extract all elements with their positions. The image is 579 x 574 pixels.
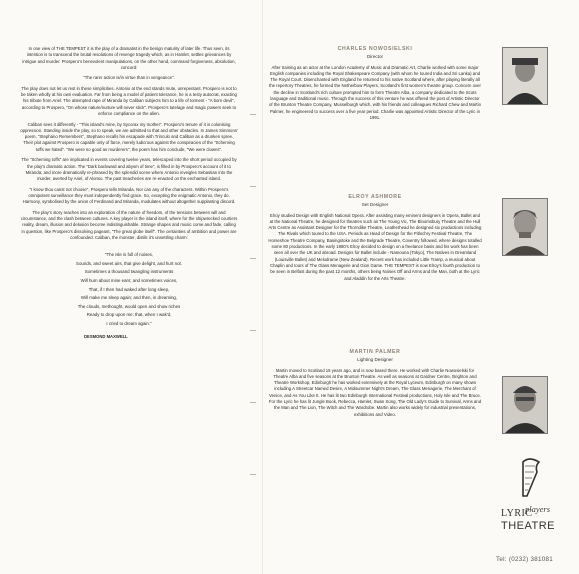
gutter-mark [250, 258, 256, 259]
quote-line: Sounds, and sweet airs, that give delight, and hurt not. [76, 260, 182, 266]
quote-line: The clouds, methought, would open and show riches [77, 303, 181, 309]
portrait-photo-elroy [502, 198, 548, 256]
logo-theatre: THEATRE [501, 520, 556, 532]
bio-elroy-ashmore [268, 194, 482, 286]
essay-column [20, 46, 238, 341]
bio-text: Elroy studied Design with English National Opera. After assisting many eminent designers in Opera, Ballet and at the National Theatre, he designed for theatres such as The Young Vic, The Bloomsbury Theatre and the Hull Arts Centre as Assistant Designer for the Thorndike Theatre, Leatherhead he designed six productions including The Rivals which toured to the USA. Periods as Head of Design for the Pitlochry Festival Theatre, The Horseshoe Theatre Company, Basingstoke and the Belgrade Theatre, Coventry followed, where designs totalled some 80 productions. In the early 1980's Elroy decided to design on a freelance basis and his work has been seen all over the UK and abroad. Designs for Ballet include - Namouna (Tokyo), The Natives in Dreamland (Louisville Ballet) and Melodrame (New Zealand). Recent work has included Little Tramp, a musical about Chaplin and tours of The Glass Menagerie and Gion Game. THE TEMPEST is now Elroy's fourth production to be seen in Belfast during the past 12 months, others being Noises Off and Arms and the Man, both at the Lyric and Aladdin for the Arts Theatre. [268, 212, 482, 281]
gutter-mark [250, 330, 256, 331]
quote-line: Will make me sleep again; and then, in dreaming, [80, 295, 178, 301]
bio-role: Lighting Designer [357, 357, 393, 363]
quote-line: Sometimes a thousand twangling instruments [84, 269, 174, 275]
telephone-number: Tel: (0232) 381081 [496, 556, 553, 563]
essay-paragraph-4: The "Scheming toffs" are implicated in events covering twelve years, telescoped into the short period occupied by the play's dramatic action. The "Dark backward and abysm of time", is filled in by Prospero's account of it to Miranda; and more dramatically re-phrased by the splendid scene where Antonio inveigles Sebastian into the murder, averted by Ariel, of Alonso. The past treacheries are re-enacted on the enchanted island. [21, 157, 237, 182]
essay-paragraph-3: Caliban sees it differently - "This island's mine, by Sycorax my mother". Prospero's tenure of it is colonising oppression. Standing inside the play, so to speak, we are admitted to that and other obstacles. In James Simmons' poem, "Stephano Remembers", Stephano recalls his escapade with Trinculo and Caliban as a drunken spree. Their plot against Prospero is capable only of farce, merely ludicrous against the conspiracies of the "Scheming toffs we hated". "We were no good as murderers", the poem has him conclude, "We were clowns". [20, 121, 238, 152]
gutter-mark [250, 114, 256, 115]
gutter-mark [250, 402, 256, 403]
essay-paragraph-2: The play does not let us rest in these simplicities. Antonio at the end stands mute, unrepentant. Prospero is not to be taken wholly at his own evaluation. Far from being a model of patient tolerance, he is a testy autocrat, exacting his tribute from Ariel. The attempted rape of Miranda by Caliban subjects him to a life of torment - "A born devil", according to Prospero, "On whose nature/nurture will never stick". Prospero's tutelage and magic powers seek to enforce compliance on the alien. [21, 85, 237, 117]
bio-name: ELROY ASHMORE [348, 194, 402, 200]
column-divider [262, 0, 263, 574]
gutter-mark [250, 474, 256, 475]
bio-text: After training as an actor at the London Academy of Music and Dramatic Art, Charlie worked with some major English companies including the Royal Shakespeare Company (with whom he toured India and Sri Lanka) and The Royal Court. Disenchanted with England he returned to his native Scotland where, after playing literally all the repertory Theatres, he formed the Netherbow Players, Scotland's first women's theatre group. Concern over the decline in Scotland's rich culture prompted him to form Theatre Alba, a company dedicated to the Scots language and traditional music. Through the success of this venture he was offered the post of Artistic Director of the Brunton Theatre Company, Musselburgh which, with his friends and colleagues Richard Chew and Martin Palmer, he engineered to success over a five year period. Charlie was appointed Artistic Director of the Lyric in 1991. [269, 64, 481, 120]
bio-role: Director [366, 54, 384, 60]
essay-quote-line: "The rarer action is/in virtue than in vengeance". [83, 75, 175, 81]
bio-role: Set Designer [361, 202, 389, 208]
quote-line: Ready to drop upon me: that, when I wak'd, [86, 312, 172, 318]
bio-name: CHARLES NOWOSIELSKI [337, 46, 413, 52]
essay-paragraph-6: The play's story reaches into an exploration of the nature of freedom, of the tensions between will and circumstance, and the clash between cultures. A key player is the island itself, where for the shipwrecked courtiers reality, dream, illusion and delusion become indistinguishable. Strange shapes and music come and fade, calling in question, like Prospero's dissolving pageant, "The great globe itself". The certainties of ambition and power are confounded. Caliban, the monster, distils it's unsettling charm: [20, 209, 238, 240]
essay-paragraph-1: In one view of THE TEMPEST it is the play of a dramatist in the benign maturity of later life. Thus seen, its intention is to transcend the brutal resolutions of revenge tragedy which, as in Hamlet, settles grievances by intrigue and murder. Prospero's benevolent manipulations, on the other hand, command forgiveness, absolution, concord: [22, 46, 236, 70]
bio-martin-palmer [268, 349, 482, 422]
bio-name: MARTIN PALMER [349, 349, 401, 355]
quote-line: I cried to dream again." [106, 320, 152, 326]
caliban-quote [20, 251, 238, 328]
bio-text: Martin moved to Scotland 15 years ago, and is now based there. He worked with Charlie Nowosielski for Theatre Alba and five seasons at the Brunton Theatre. As well as seasons at Gardner Centre, Brighton and Theatre Workshop, Edinburgh he has worked extensively at the Royal Lyceum, Edinburgh on many shows including A Streetcar Named Desire, A Midsummer Night's Dream, The Glass Menagerie, The Merchant of Venice, and As You Like It. He has lit two Edinburgh International Festival productions, Holy Isle and The Bruce. For the Lyric he has lit Jungle Book, Rebecca, Hamlet, Swan Song, The Old Lady's Guide to Survival, Arms and the Man and The Lion, The Witch and The Wardrobe. Martin also works widely for industrial presentations, exhibitions and Video. [268, 367, 482, 417]
essay-paragraph-5: "I know thou canst not choose", Prospero tells Miranda. Nor can any of the characters. Within Prospero's omnipotent surveillance they must independently find grace. So, excepting the enigmatic Antonio, they do. Harmony, symbolised by the union of Ferdinand and Miranda, modulates without altogether supplanting discord. [22, 186, 236, 205]
logo-players: players [525, 504, 551, 514]
essay-author: DESMOND MAXWELL [84, 334, 128, 340]
portrait-icon [503, 48, 547, 104]
bio-charles-nowosielski [268, 46, 482, 125]
portrait-icon [503, 199, 547, 255]
portrait-photo-charles [502, 47, 548, 105]
harp-icon [519, 456, 543, 498]
portrait-icon [503, 377, 547, 433]
logo-lyric: LYRIC [501, 508, 533, 519]
quote-line: "The isle is full of noises, [104, 252, 154, 258]
gutter-mark [250, 186, 256, 187]
portrait-photo-martin [502, 376, 548, 434]
quote-line: Will hum about mine ears; and sometimes voices, [80, 277, 178, 283]
quote-line: That, if I then had waked after long sleep, [88, 286, 170, 292]
